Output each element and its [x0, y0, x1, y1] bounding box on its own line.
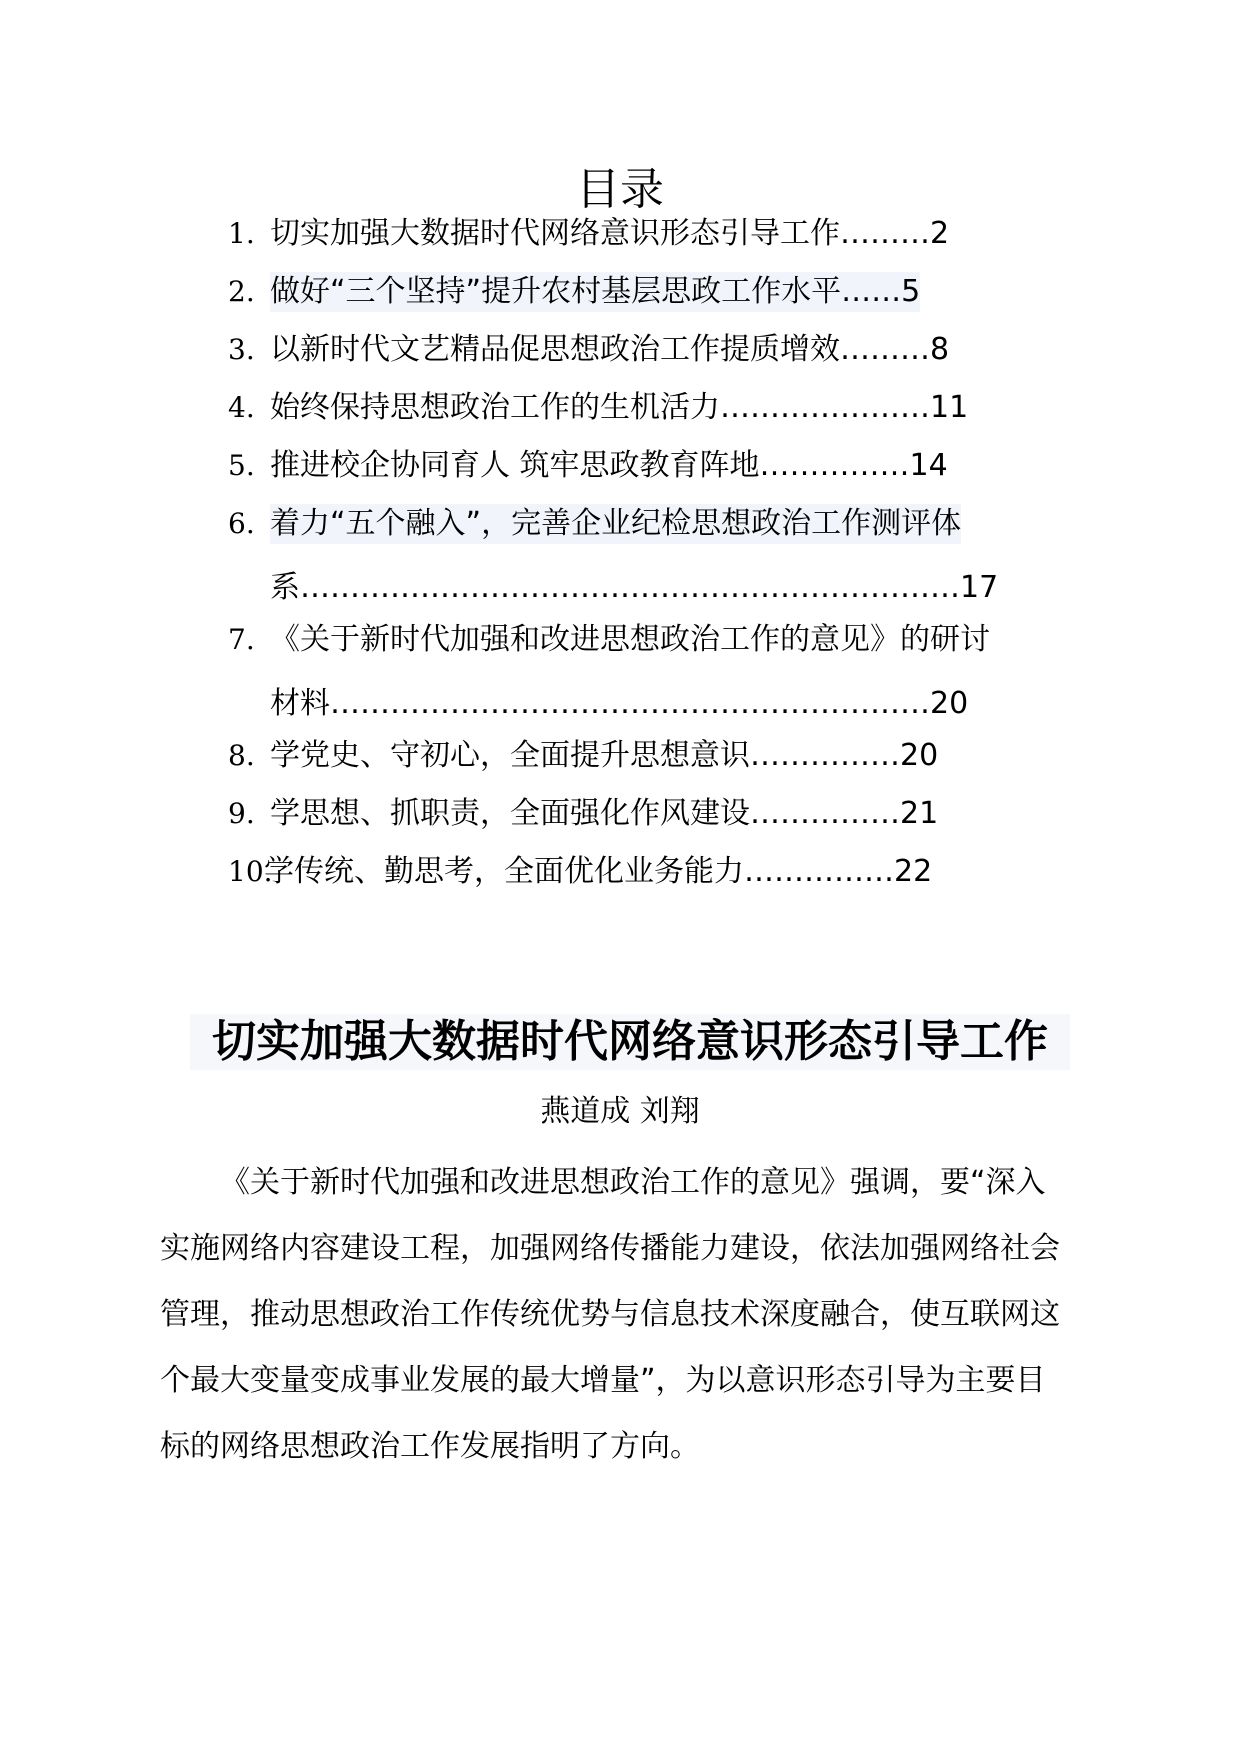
- toc-entry-text-continued: 系…………………………………………………………17: [270, 570, 999, 605]
- toc-entry-text-continued: 材料……………………………………………………20: [270, 686, 969, 721]
- toc-title: 目录: [576, 164, 664, 215]
- toc-entry-text: 以新时代文艺精品促思想政治工作提质增效………8: [270, 332, 950, 367]
- toc-entry-number: 9.: [228, 797, 255, 830]
- toc-entry-number: 1.: [228, 217, 255, 250]
- toc-entry-text: 学党史、守初心，全面提升思想意识……………20: [270, 738, 939, 773]
- toc-entry-number: 4.: [228, 391, 255, 424]
- toc-entry-number: 3.: [228, 333, 255, 366]
- toc-entry-text: 始终保持思想政治工作的生机活力…………………11: [270, 390, 969, 425]
- toc-entry-text: 做好“三个坚持”提升农村基层思政工作水平……5: [270, 272, 920, 312]
- toc-entry-number: 2.: [228, 275, 255, 308]
- article-title: 切实加强大数据时代网络意识形态引导工作: [190, 1014, 1070, 1070]
- article-authors: 燕道成 刘翔: [540, 1094, 700, 1129]
- toc-entry-text: 切实加强大数据时代网络意识形态引导工作………2: [270, 216, 950, 251]
- toc-entry-text: 《关于新时代加强和改进思想政治工作的意见》的研讨: [270, 622, 990, 657]
- toc-entry-text: 学思想、抓职责，全面强化作风建设……………21: [270, 796, 939, 831]
- toc-entry-number: 8.: [228, 739, 255, 772]
- toc-entry-number: 10.: [228, 855, 273, 888]
- article-body-paragraph: 《关于新时代加强和改进思想政治工作的意见》强调，要“深入实施网络内容建设工程，加强网络传播能力建设，依法加强网络社会管理，推动思想政治工作传统优势与信息技术深度融合，使互联网这个最大变量变成事业发展的最大增量”，为以意识形态引导为主要目标的网络思想政治工作发展指明了方向。: [160, 1165, 1060, 1464]
- toc-entry-number: 5.: [228, 449, 255, 482]
- toc-entry-number: 7.: [228, 623, 255, 656]
- toc-entry-number: 6.: [228, 507, 255, 540]
- toc-entry-text: 学传统、勤思考，全面优化业务能力……………22: [264, 854, 933, 889]
- toc-entry-text: 推进校企协同育人 筑牢思政教育阵地……………14: [270, 448, 948, 483]
- toc-entry-text: 着力“五个融入”，完善企业纪检思想政治工作测评体: [270, 504, 961, 544]
